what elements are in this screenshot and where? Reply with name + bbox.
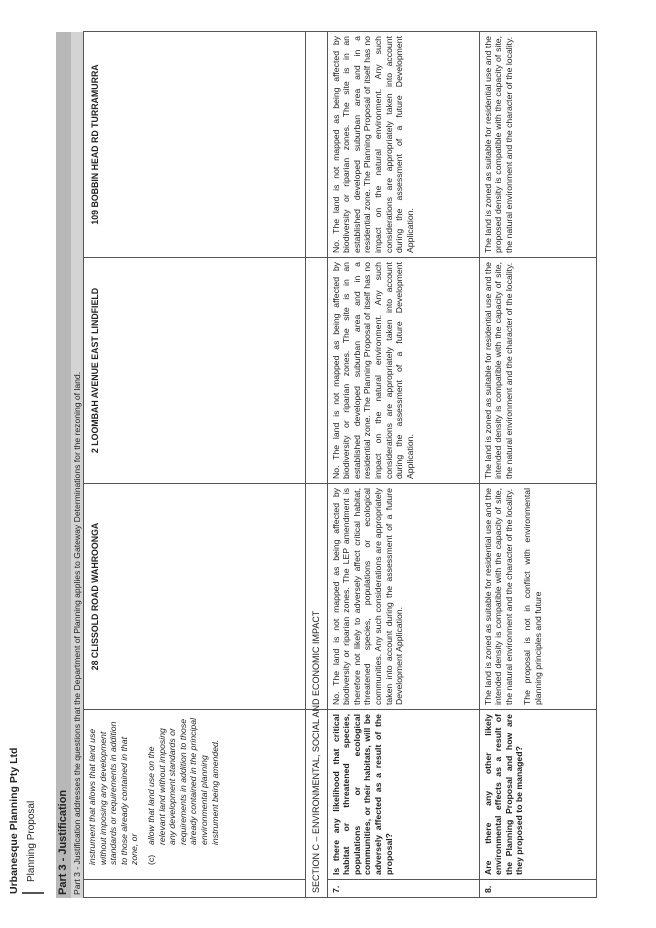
answer-paragraph: The proposal is not in conflict with environmental planning principles and future [522, 488, 543, 705]
question-text: Are there any other likely environmental effects as a result of the Planning Proposal and how are they proposed to be managed? [479, 710, 596, 880]
row-number: 8. [479, 880, 596, 898]
answer-clissold: No. The land is not mapped as being affected by biodiversity or riparian zones. The LEP amendment is therefore not likely to adversely affect critical habitat, threatened species, populations or ecological communities. Any such considerations are appropriately taken into account during the assessment of a future Development Application. [327, 484, 479, 710]
answer-bobbin-head: No. The land is not mapped as being affected by biodiversity or riparian zones. The site is in an established developed suburban area and in a residential zone. The Planning Proposal of itself has no impact on the natural environment. Any such considerations are appropriately taken into account during the assessment of a future Development Application. [327, 32, 479, 258]
clause-c [146, 714, 220, 865]
page-header [8, 32, 48, 894]
continued-text: instrument that allows that land use without imposing any development standards or requirements in addition to those already contained in that zone, or [87, 721, 140, 865]
section-c-row [306, 32, 328, 898]
part-title: Part 3 - Justification [56, 32, 71, 898]
row-number-cell [84, 880, 306, 898]
part-subtitle: Part 3 - Justification addresses the questions that the Department of Planning applies to Gateway Determinations for the rezoning of land. [71, 32, 83, 898]
clause-text: allow that land use on the relevant land without imposing any development standards or requirements in addition to those already contained in the principal environmental planning instrument being amended. [145, 717, 220, 845]
continued-criteria-cell [84, 710, 306, 880]
column-header-loombah: 2 LOOMBAH AVENUE EAST LINDFIELD [84, 258, 306, 484]
document-type: Planning Proposal [26, 800, 37, 882]
answer-clissold [479, 484, 596, 710]
answer-loombah: The land is zoned as suitable for residential use and the intended density is compatible with the capacity of site, the natural environment and the character of the locality. [479, 258, 596, 484]
answer-paragraph: The land is zoned as suitable for residential use and the intended density is compatible with the capacity of site, the natural environment and the character of the locality. [482, 488, 514, 705]
section-c-spacer [306, 258, 328, 484]
column-header-bobbin-head: 109 BOBBIN HEAD RD TURRAMURRA [84, 32, 306, 258]
row-number: 7. [327, 880, 479, 898]
question-text: Is there any likelihood that critical habitat or threatened species, populations or ecological communities, or their habitats, will be adversely affected as a result of the proposal? [327, 710, 479, 880]
part-3-section [56, 32, 626, 898]
table-row [327, 32, 479, 898]
column-header-clissold: 28 CLISSOLD ROAD WAHROONGA [84, 484, 306, 710]
continued-row [84, 32, 306, 898]
section-c-heading: SECTION C – ENVIRONMENTAL, SOCIAL AND ECONOMIC IMPACT [306, 710, 328, 898]
clause-label: (c) [145, 854, 156, 865]
table-row [479, 32, 596, 898]
section-c-spacer [306, 32, 328, 258]
company-name: Urbanesque Planning Pty Ltd [8, 747, 20, 894]
header-divider [22, 892, 44, 894]
justification-table [83, 31, 597, 898]
answer-bobbin-head: The land is zoned as suitable for residential use and the proposed density is compatible with the capacity of site, the natural environment and the character of the locality. [479, 32, 596, 258]
answer-loombah: No. The land is not mapped as being affected by biodiversity or riparian zones. The site is in an established developed suburban area and in a residential zone. The Planning Proposal of itself has no impact on the natural environment. Any such considerations are appropriately taken into account during the assessment of a future Development Application. [327, 258, 479, 484]
